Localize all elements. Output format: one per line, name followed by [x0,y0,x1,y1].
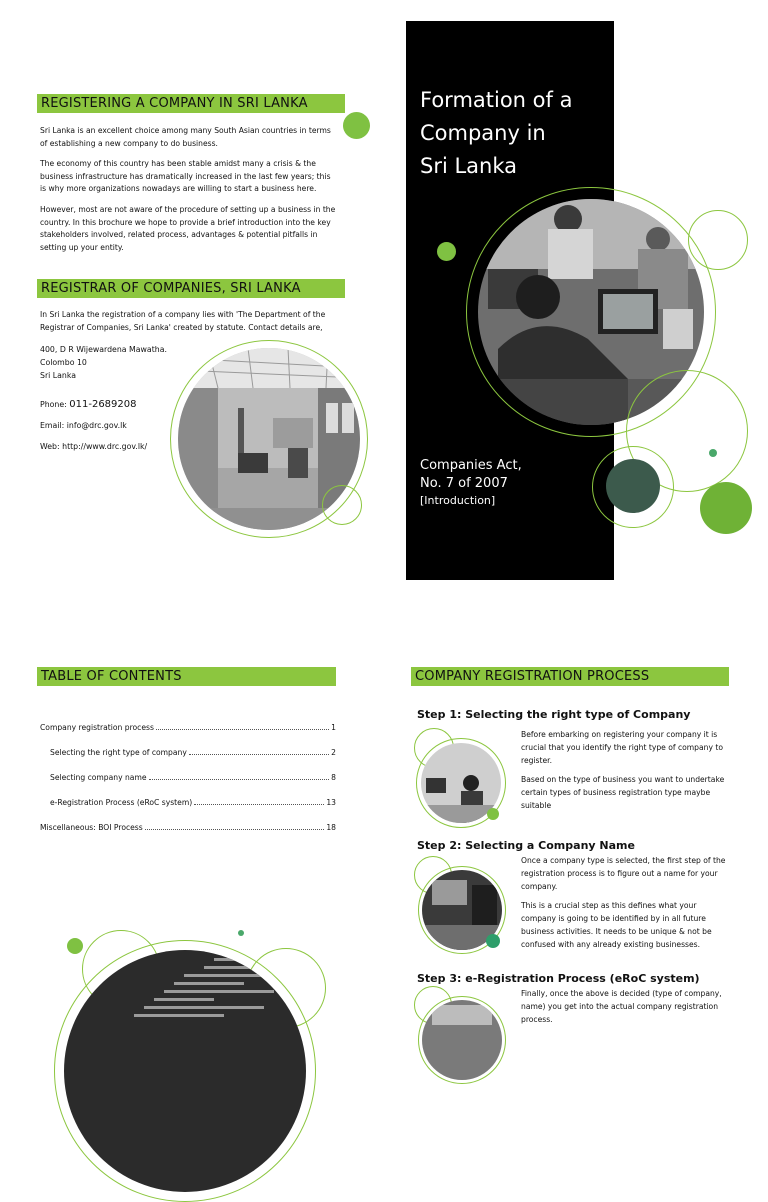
toc-entry-label: Selecting the right type of company [50,748,187,757]
code-image [64,950,306,1192]
step-2-paragraph-1: Once a company type is selected, the first step of the registration process is to figure out a name for your company. [521,856,726,891]
intro-paragraph-2: The economy of this country has been stable amidst many a crisis & the business infrastructure has dramatically increased in the last few years; this is why more organizations nowadays are willing to start a business here. [40,159,331,194]
toc-entry-page: 13 [326,798,336,807]
phone-line [40,398,137,411]
cover-dot-small [437,242,456,261]
toc-entry-4[interactable] [50,798,336,807]
step-1-title: Step 1: Selecting the right type of Company [417,708,691,721]
address-line-2: Colombo 10 [40,358,87,367]
step-1-text [521,729,733,820]
toc-entry-2[interactable] [50,748,336,757]
cover-title [420,84,605,183]
toc-entry-3[interactable] [50,773,336,782]
toc-leader [145,828,325,830]
cover-act-line-1: Companies Act, [420,458,522,473]
heading-process: COMPANY REGISTRATION PROCESS [411,667,729,686]
office-small-ring [322,485,362,525]
step-2-title: Step 2: Selecting a Company Name [417,839,635,852]
phone-value: 011-2689208 [69,399,137,410]
toc-entry-1[interactable] [40,723,336,732]
toc-leader [194,803,324,805]
step-3-paragraph-1: Finally, once the above is decided (type of company, name) you get into the actual company registration process. [521,989,722,1024]
toc-entry-label: Miscellaneous: BOI Process [40,823,143,832]
registrar-text [40,309,338,342]
phone-label: Phone: [40,400,67,409]
web-label: Web: [40,442,60,451]
step-1-paragraph-2: Based on the type of business you want to undertake certain types of business registration type maybe suitable [521,775,725,810]
intro-paragraph-1: Sri Lanka is an excellent choice among many South Asian countries in terms of establishing a new company to do business. [40,126,331,148]
toc-leader [189,753,329,755]
web-value[interactable]: http://www.drc.gov.lk/ [62,442,148,451]
laptop-image [422,1000,502,1080]
intro-text [40,125,338,262]
cover-title-line-2: Company in [420,121,546,145]
step-3-photo [422,1000,502,1080]
cover-dot-large [700,482,752,534]
toc-entry-page: 8 [331,773,336,782]
cover-title-line-3: Sri Lanka [420,154,518,178]
address-line-1: 400, D R Wijewardena Mawatha. [40,345,167,354]
cover-dot-tiny [709,449,717,457]
decor-dot [343,112,370,139]
step-1-paragraph-1: Before embarking on registering your company it is crucial that you identify the right type of company to register. [521,730,724,765]
toc-leader [156,728,329,730]
heading-registrar: REGISTRAR OF COMPANIES, SRI LANKA [37,279,345,298]
cover-dot-dark [606,459,660,513]
code-photo [64,950,306,1192]
toc-entry-5[interactable] [40,823,336,832]
step-1-dot [487,808,499,820]
cover-act-line-2: No. 7 of 2007 [420,476,508,491]
registrar-paragraph: In Sri Lanka the registration of a company lies with 'The Department of the Registrar of Companies, Sri Lanka' created by statute. Contact details are, [40,310,326,332]
address-line-3: Sri Lanka [40,371,77,380]
toc-dot-left [67,938,83,954]
step-2-dot [486,934,500,948]
web-line [40,440,147,453]
email-line [40,419,127,432]
intro-paragraph-3: However, most are not aware of the procedure of setting up a business in the country. In this brochure we hope to provide a brief introduction into the key stakeholders involved, related process, advantages & potential pitfalls in setting up your entity. [40,204,336,252]
heading-registering: REGISTERING A COMPANY IN SRI LANKA [37,94,345,113]
toc-leader [149,778,330,780]
step-2-paragraph-2: This is a crucial step as this defines what your company is going to be identified by in all future business activities. It needs to be unique & not be confused with any already existing businesses. [521,901,712,949]
cover-ring-top [688,210,748,270]
email-label: Email: [40,421,65,430]
email-value[interactable]: info@drc.gov.lk [66,421,127,430]
toc-entry-page: 18 [326,823,336,832]
step-3-text [521,988,733,1033]
toc-entry-page: 2 [331,748,336,757]
toc-dot-tiny [238,930,244,936]
toc-entry-page: 1 [331,723,336,732]
toc-entry-label: Selecting company name [50,773,147,782]
cover-intro-tag: [Introduction] [420,494,496,507]
cover-title-line-1: Formation of a [420,88,573,112]
step-3-title: Step 3: e-Registration Process (eRoC system) [417,972,700,985]
toc-entry-label: Company registration process [40,723,154,732]
step-2-text [521,855,733,959]
heading-toc: TABLE OF CONTENTS [37,667,336,686]
toc-entry-label: e-Registration Process (eRoC system) [50,798,193,807]
cover-act [420,457,522,493]
